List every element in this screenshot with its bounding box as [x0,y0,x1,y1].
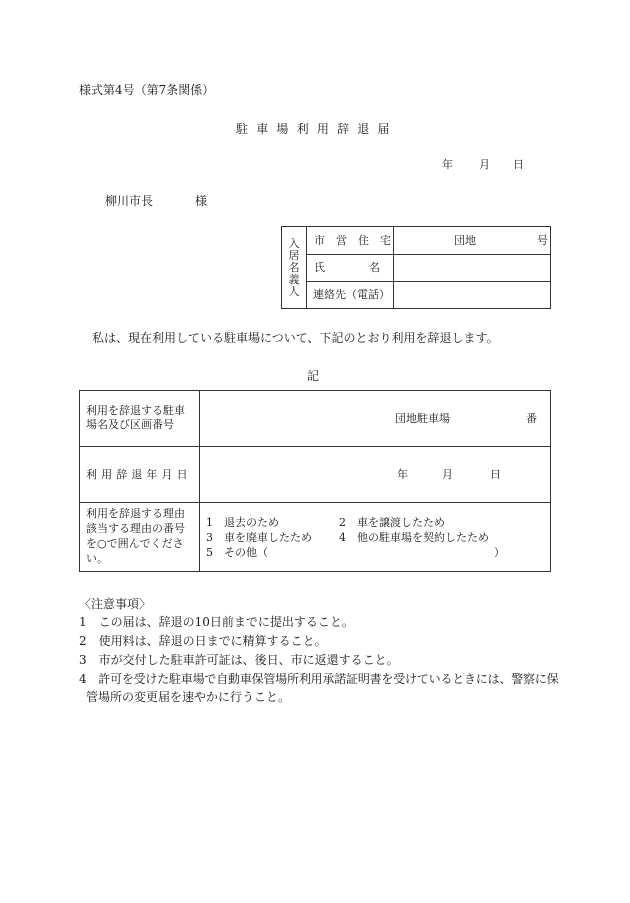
record-label: 記 [307,369,320,383]
label-line: 該当する理由の番号 [86,522,185,535]
reason-other-field[interactable] [268,546,490,560]
withdrawal-date-label: 利 用 辞 退 年 月 日 [86,468,188,481]
note-item: 4 許可を受けた駐車場で自動車保管場所利用承諾証明書を受けているときには、警察に保 [79,672,559,686]
notes-title: 〈注意事項〉 [79,597,152,611]
parking-lot-label [86,404,185,432]
reason-option-5[interactable]: 5 その他（ [206,546,268,559]
label-line: を○で囲んでくださ [86,537,184,550]
note-item: 1 この届は、辞退の10日前までに提出すること。 [79,615,354,629]
divider [80,446,550,447]
name-label: 氏 名 [314,261,380,274]
phone-field[interactable] [394,282,551,308]
housing-field[interactable] [394,228,551,253]
resident-label-char: 名 [288,260,300,274]
phone-label: 連絡先（電話） [313,288,390,301]
note-item: 3 市が交付した駐車許可証は、後日、市に返還すること。 [79,653,399,667]
resident-label-char: 義 [288,272,300,286]
date-month-label: 月 [479,158,490,171]
label-line: 利用を辞退する理由 [86,507,185,520]
resident-label-char: 人 [288,284,300,298]
form-title: 駐 車 場 利 用 辞 退 届 [236,122,392,136]
label-line: 場名及び区画番号 [86,418,174,431]
withdrawal-month-label: 月 [442,468,453,481]
form-number: 様式第4号（第7条関係） [79,83,215,97]
divider [306,227,307,308]
reason-option-1[interactable]: 1 退去のため [206,516,279,529]
withdrawal-statement: 私は、現在利用している駐車場について、下記のとおり利用を辞退します。 [92,331,499,345]
date-day-label: 日 [513,158,524,171]
parking-slot-suffix: 番 [526,412,537,425]
name-field[interactable] [394,255,551,280]
housing-label: 市 営 住 宅 [314,234,391,247]
label-line: 利用を辞退する駐車 [86,404,185,417]
applicant-box [281,226,551,309]
divider [80,502,550,503]
date-year-label: 年 [442,158,453,171]
reason-other-close-paren: ） [494,546,505,559]
parking-lot-field[interactable] [201,392,550,445]
reason-option-4[interactable]: 4 他の駐車場を契約したため [339,531,489,544]
withdrawal-day-label: 日 [490,468,501,481]
divider [199,391,200,571]
resident-name-label [282,227,306,308]
note-item: 2 使用料は、辞退の日までに精算すること。 [79,634,327,648]
addressee: 柳川市長 [105,194,154,208]
resident-label-char: 入 [288,236,300,250]
reason-label [86,506,185,566]
withdrawal-year-label: 年 [397,468,408,481]
label-line: い。 [86,552,108,565]
reason-option-2[interactable]: 2 車を譲渡したため [339,516,445,529]
housing-room-label: 号 [537,234,548,247]
reason-option-3[interactable]: 3 車を廃車したため [206,531,312,544]
addressee-honorific: 様 [195,194,208,208]
resident-label-char: 居 [288,248,300,262]
note-item-continuation: 管場所の変更届を速やかに行うこと。 [86,690,291,704]
withdrawal-details-table [79,390,551,572]
parking-lot-suffix: 団地駐車場 [395,412,450,425]
withdrawal-date-field[interactable] [201,448,550,501]
housing-danchi-label: 団地 [454,234,476,247]
